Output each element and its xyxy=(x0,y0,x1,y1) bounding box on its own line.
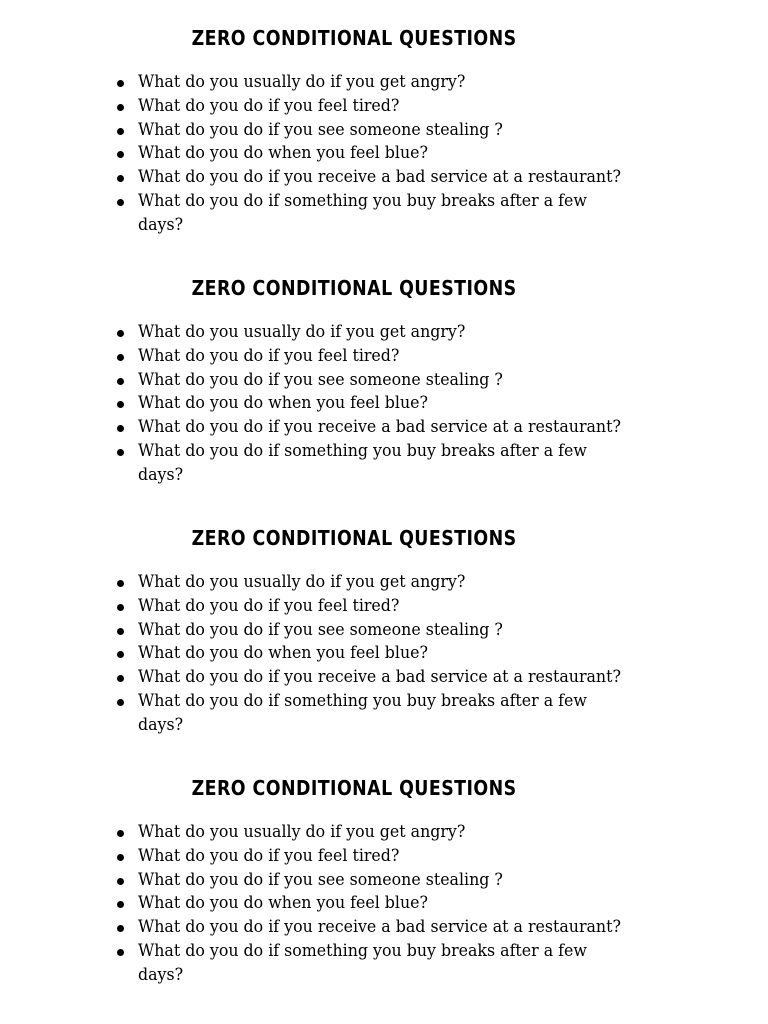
question-item xyxy=(138,416,698,440)
bullet-icon xyxy=(117,378,124,385)
bullet-icon xyxy=(117,80,124,87)
question-list xyxy=(138,821,698,988)
section-title: ZERO CONDITIONAL QUESTIONS xyxy=(191,26,517,50)
question-item xyxy=(138,392,698,416)
question-item xyxy=(138,571,698,595)
question-text: What do you do when you feel blue? xyxy=(138,893,429,914)
question-item xyxy=(138,892,698,916)
question-list xyxy=(138,71,698,238)
question-text: What do you do when you feel blue? xyxy=(138,143,429,164)
question-item xyxy=(138,166,698,190)
bullet-icon xyxy=(117,128,124,135)
bullet-icon xyxy=(117,878,124,885)
question-item xyxy=(138,440,698,488)
question-item xyxy=(138,321,698,345)
bullet-icon xyxy=(117,449,124,456)
question-text: What do you usually do if you get angry? xyxy=(138,72,466,92)
bullet-icon xyxy=(117,830,124,837)
question-item xyxy=(138,619,698,643)
question-item xyxy=(138,71,698,95)
question-item xyxy=(138,690,698,738)
bullet-icon xyxy=(117,699,124,706)
bullet-icon xyxy=(117,628,124,635)
bullet-icon xyxy=(117,675,124,682)
bullet-icon xyxy=(117,104,124,111)
question-text: What do you do if you feel tired? xyxy=(138,595,400,616)
bullet-icon xyxy=(117,175,124,182)
question-text: What do you usually do if you get angry? xyxy=(138,822,466,842)
question-text: What do you do if you see someone stealing ? xyxy=(138,369,503,390)
question-item xyxy=(138,869,698,893)
question-item xyxy=(138,190,698,238)
question-text: What do you do if you see someone stealing ? xyxy=(138,869,503,890)
bullet-icon xyxy=(117,199,124,206)
question-text: What do you do if you receive a bad service at a restaurant? xyxy=(138,667,621,688)
question-text: What do you do when you feel blue? xyxy=(138,643,429,664)
bullet-icon xyxy=(117,854,124,861)
question-list xyxy=(138,321,698,488)
section-title: ZERO CONDITIONAL QUESTIONS xyxy=(191,776,517,800)
question-item xyxy=(138,642,698,666)
bullet-icon xyxy=(117,651,124,658)
question-text: What do you do if you receive a bad service at a restaurant? xyxy=(138,417,621,438)
question-item xyxy=(138,845,698,869)
question-item xyxy=(138,345,698,369)
question-text: What do you usually do if you get angry? xyxy=(138,572,466,592)
bullet-icon xyxy=(117,580,124,587)
question-list xyxy=(138,571,698,738)
question-text: What do you do if you see someone stealing ? xyxy=(138,619,503,640)
question-text: What do you do when you feel blue? xyxy=(138,393,429,414)
question-item xyxy=(138,369,698,393)
section-title: ZERO CONDITIONAL QUESTIONS xyxy=(191,276,517,300)
question-text: What do you do if something you buy breaks after a few days? xyxy=(138,190,587,235)
question-text: What do you usually do if you get angry? xyxy=(138,322,466,342)
question-item xyxy=(138,119,698,143)
question-text: What do you do if something you buy breaks after a few days? xyxy=(138,690,587,735)
question-text: What do you do if you receive a bad service at a restaurant? xyxy=(138,917,621,938)
question-text: What do you do if something you buy breaks after a few days? xyxy=(138,940,587,985)
question-text: What do you do if you see someone stealing ? xyxy=(138,119,503,140)
question-text: What do you do if you feel tired? xyxy=(138,845,400,866)
bullet-icon xyxy=(117,949,124,956)
bullet-icon xyxy=(117,604,124,611)
bullet-icon xyxy=(117,354,124,361)
bullet-icon xyxy=(117,925,124,932)
question-item xyxy=(138,821,698,845)
question-item xyxy=(138,666,698,690)
bullet-icon xyxy=(117,425,124,432)
bullet-icon xyxy=(117,330,124,337)
question-item xyxy=(138,916,698,940)
bullet-icon xyxy=(117,151,124,158)
question-text: What do you do if you feel tired? xyxy=(138,345,400,366)
bullet-icon xyxy=(117,901,124,908)
question-item xyxy=(138,595,698,619)
question-item xyxy=(138,142,698,166)
question-text: What do you do if you feel tired? xyxy=(138,95,400,116)
question-item xyxy=(138,940,698,988)
question-item xyxy=(138,95,698,119)
section-title: ZERO CONDITIONAL QUESTIONS xyxy=(191,526,517,550)
question-text: What do you do if something you buy breaks after a few days? xyxy=(138,440,587,485)
bullet-icon xyxy=(117,401,124,408)
question-text: What do you do if you receive a bad service at a restaurant? xyxy=(138,167,621,188)
